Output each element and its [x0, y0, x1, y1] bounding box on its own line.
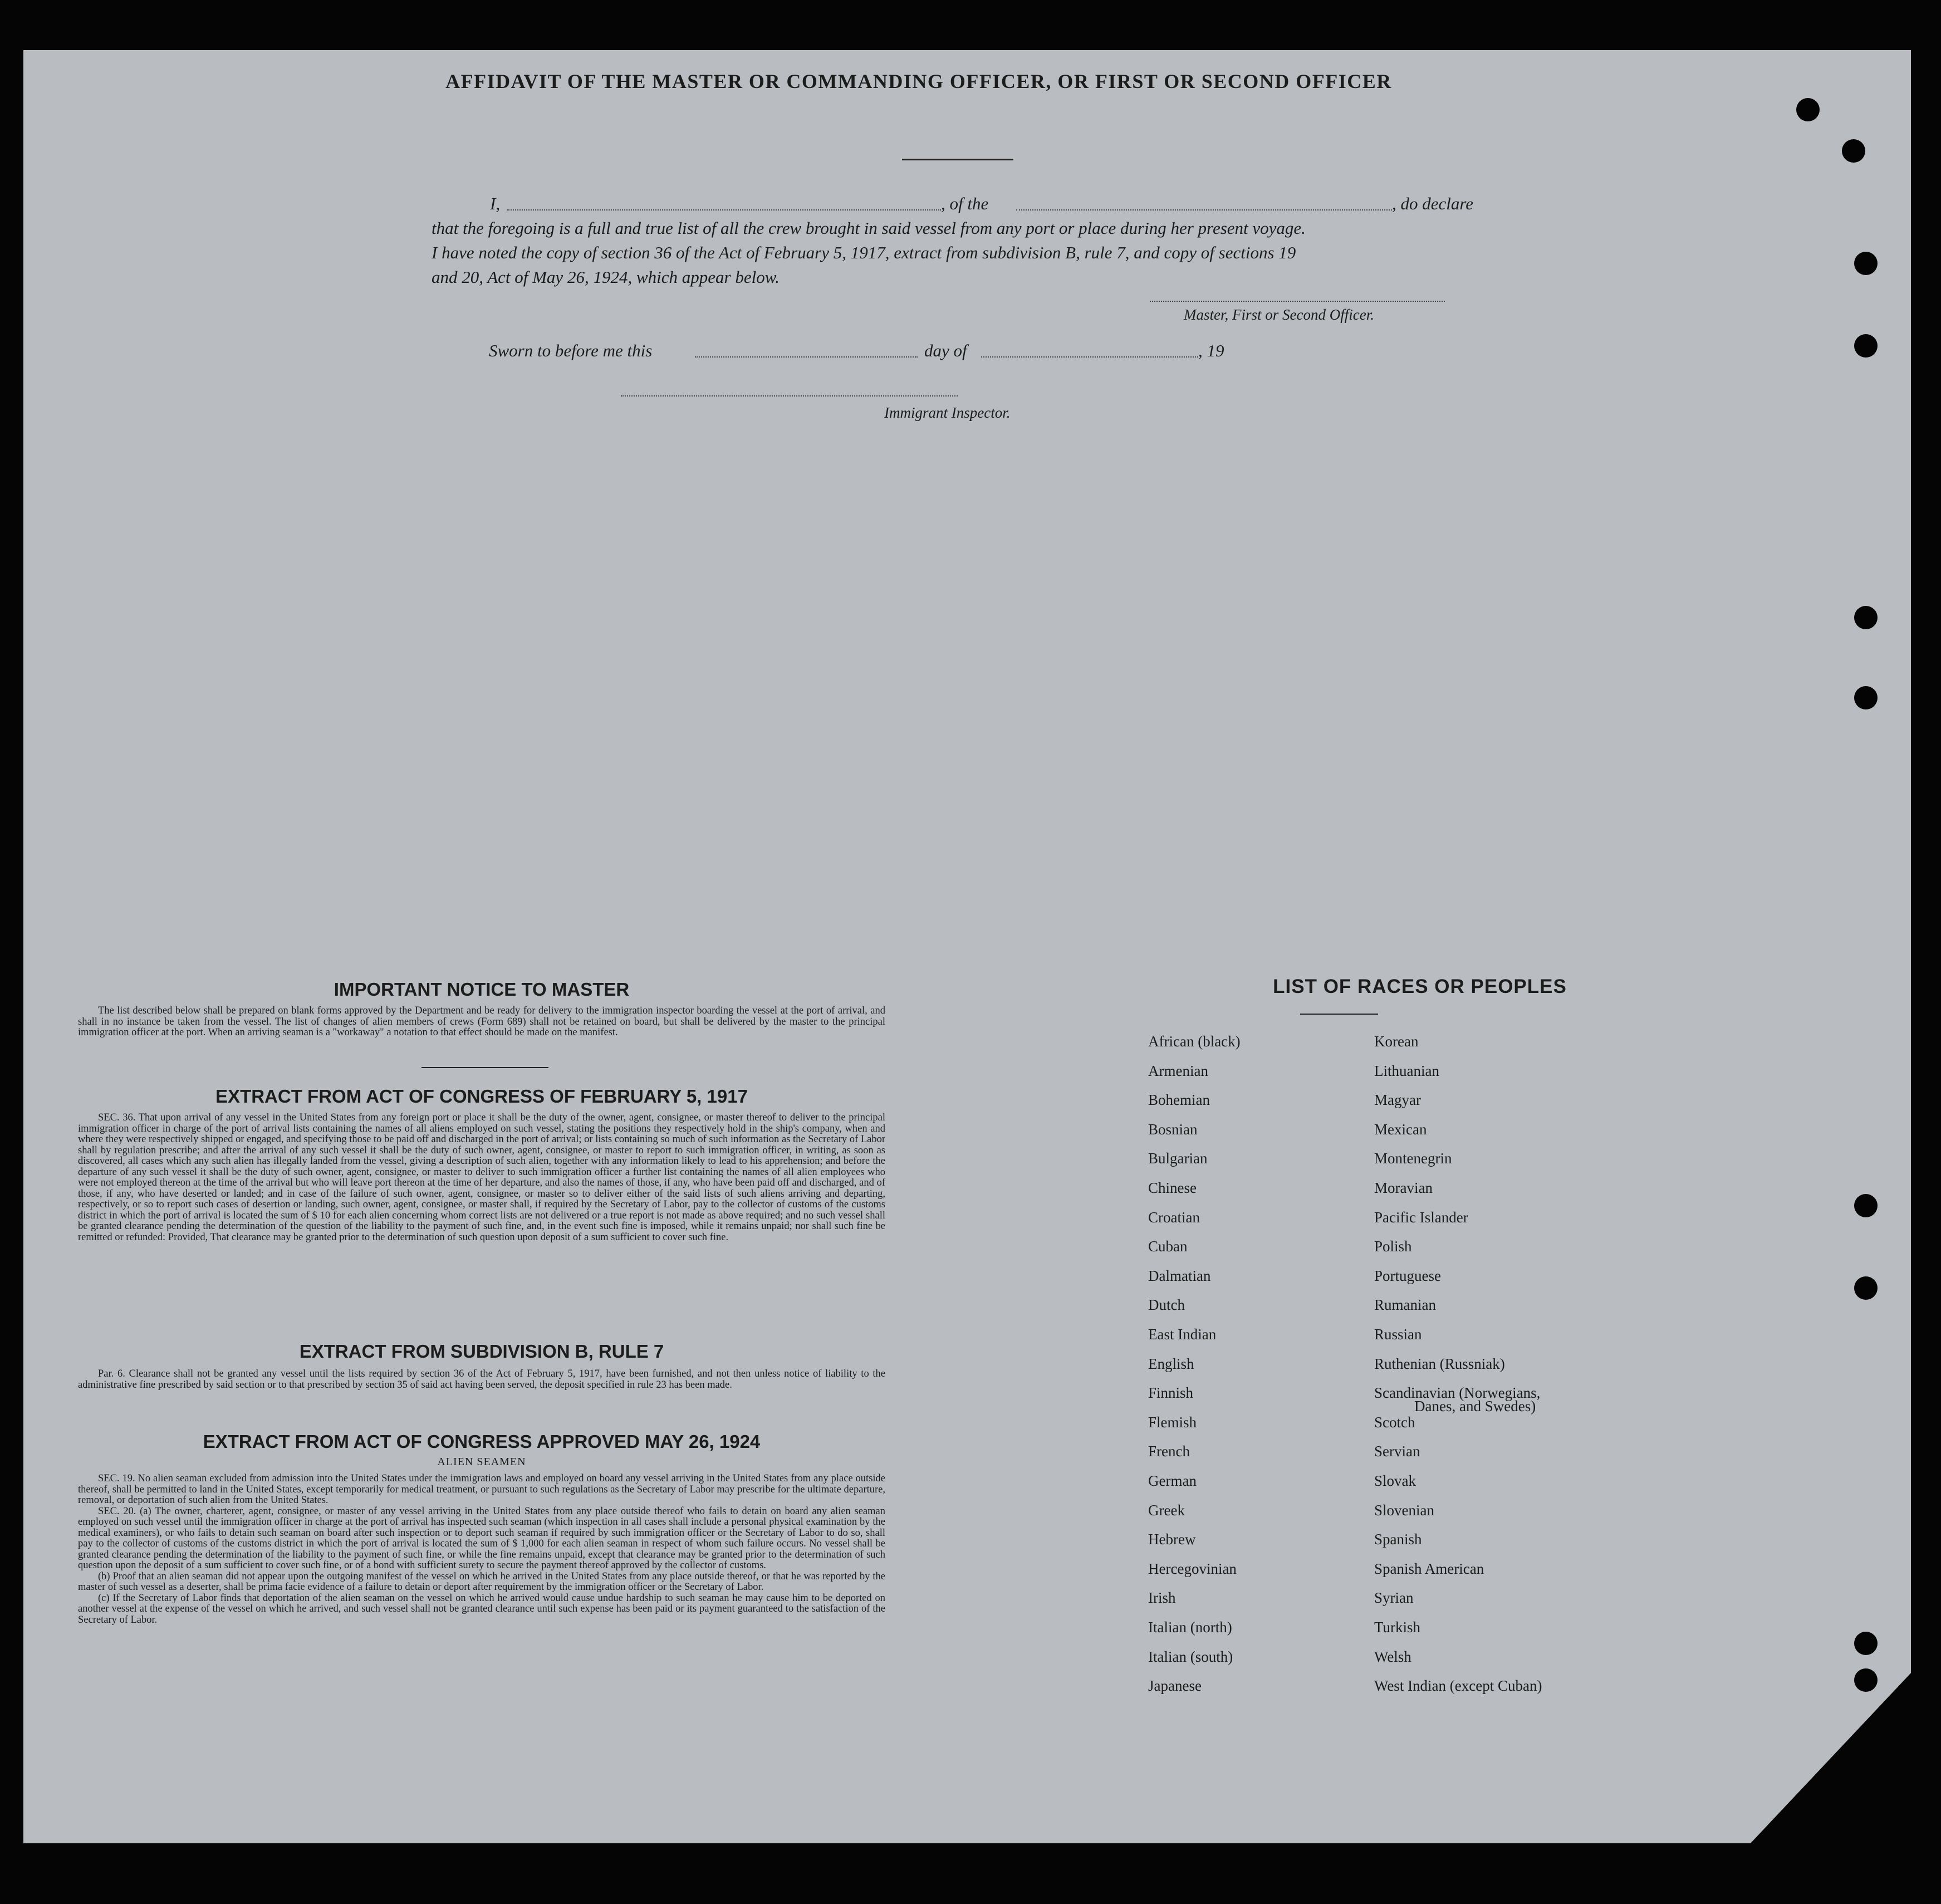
- race-item: Japanese: [1148, 1677, 1202, 1695]
- race-item: Moravian: [1374, 1179, 1433, 1196]
- race-item: Spanish American: [1374, 1560, 1484, 1577]
- race-item: Lithuanian: [1374, 1062, 1439, 1079]
- race-item: Welsh: [1374, 1648, 1411, 1665]
- races-underline: [1300, 1014, 1378, 1015]
- year-label: , 19: [1198, 341, 1224, 360]
- binder-hole: [1854, 334, 1878, 358]
- race-item: Chinese: [1148, 1179, 1197, 1196]
- race-item: East Indian: [1148, 1326, 1217, 1343]
- race-item: Korean: [1374, 1033, 1419, 1050]
- inspector-signature-field[interactable]: [621, 395, 958, 397]
- race-item: Dalmatian: [1148, 1267, 1211, 1284]
- affidavit-line-4: and 20, Act of May 26, 1924, which appear below.: [432, 267, 780, 287]
- race-item: Pacific Islander: [1374, 1208, 1468, 1226]
- notice-divider: [421, 1067, 548, 1068]
- section-20b-text: (b) Proof that an alien seaman did not appear upon the outgoing manifest of the vessel on which he arrived in the United States from any place outside thereof, or that he was reported by the master of such vessel as a deserter, shall be prima facie evidence of a failure to detain or deport after requirement by the immigration officer or the Secretary of Labor.: [78, 1570, 885, 1593]
- binder-hole: [1854, 252, 1878, 275]
- binder-hole: [1854, 1194, 1878, 1217]
- extract-1924-heading: EXTRACT FROM ACT OF CONGRESS APPROVED MAY 26, 1924: [203, 1431, 761, 1452]
- master-caption: Master, First or Second Officer.: [1184, 306, 1374, 323]
- race-item: African (black): [1148, 1033, 1241, 1050]
- rule-7-heading: EXTRACT FROM SUBDIVISION B, RULE 7: [299, 1341, 664, 1362]
- sworn-month-field[interactable]: [981, 356, 1198, 358]
- do-declare-label: , do declare: [1392, 194, 1474, 213]
- race-item: Flemish: [1148, 1413, 1197, 1431]
- race-item: Bulgarian: [1148, 1150, 1208, 1167]
- day-of-label: day of: [924, 341, 967, 360]
- race-item: Croatian: [1148, 1208, 1200, 1226]
- race-item: Polish: [1374, 1238, 1412, 1255]
- race-item: Slovenian: [1374, 1501, 1434, 1519]
- race-item: Scotch: [1374, 1413, 1415, 1431]
- race-item: Greek: [1148, 1501, 1185, 1519]
- extract-1924-body: [78, 1474, 885, 1626]
- binder-hole: [1854, 1276, 1878, 1300]
- race-item: Hebrew: [1148, 1531, 1196, 1548]
- binder-hole: [1842, 139, 1865, 163]
- race-item: English: [1148, 1355, 1194, 1372]
- binder-hole: [1854, 1668, 1878, 1692]
- notice-paragraph: The list described below shall be prepared on blank forms approved by the Department and be ready for delivery to the immigration inspector boarding the vessel at the port of arrival, and shall in no instance be taken from the vessel. The list of changes of alien members of crews (Form 689) shall not be retained on board, but shall be delivered by the master to the principal immigration officer at the port. When an arriving seaman is a "workaway" a notation to that effect should be made on the manifest.: [78, 1005, 885, 1038]
- race-item: Ruthenian (Russniak): [1374, 1355, 1505, 1372]
- section-36-text: SEC. 36. That upon arrival of any vessel in the United States from any foreign port or place it shall be the duty of the owner, agent, consignee, or master thereof to deliver to the principal immigration officer in charge of the port of arrival lists containing the names of all aliens employed on such vessel, stating the positions they respectively hold in the ship's company, when and where they were respectively shipped or engaged, and specifying those to be paid off and discharged in the port of arrival; or lists containing so much of such information as the Secretary of Labor shall by regulation prescribe; and after the arrival of any such vessel it shall be the duty of such owner, agent, consignee, or master to report to such immigration officer, in writing, as soon as discovered, all cases which any such alien has illegally landed from the vessel, giving a description of such alien, together with any information likely to lead to his apprehension; and before the departure of any such vessel it shall be the duty of such owner, agent, consignee, or master to deliver to such immigration officer a further list containing the names of all alien employees who were not employed thereon at the time of the arrival but who will leave port thereon at the time of her departure, and also the names of those, if any, who have been paid off and discharged, and of those, if any, who have deserted or landed; and in case of the failure of such owner, agent, consignee, or master so to deliver either of the said lists of such aliens arriving and departing, respectively, or so to report such cases of desertion or landing, such owner, agent, consignee, or master shall, if required by the Secretary of Labor, pay to the collector of customs of the customs district in which the port of arrival is located the sum of $ 10 for each alien concerning whom correct lists are not delivered or a true report is not made as above required; and no such vessel shall be granted clearance pending the determination of the question of the liability to the payment of such fine, and, in the event such fine is imposed, while it remains unpaid; nor shall such fine be remitted or refunded: Provided, That clearance may be granted prior to the determination of such question upon deposit of a sum sufficient to cover such fine.: [78, 1112, 885, 1243]
- race-item: Finnish: [1148, 1384, 1194, 1402]
- affidavit-line-2: that the foregoing is a full and true list of all the crew brought in said vessel from any port or place during her present voyage.: [432, 218, 1306, 238]
- race-item: Magyar: [1374, 1092, 1421, 1109]
- inspector-caption: Immigrant Inspector.: [884, 404, 1011, 421]
- declarant-label: I,: [490, 194, 501, 213]
- race-item: Scandinavian (Norwegians,: [1374, 1384, 1541, 1402]
- binder-hole: [1796, 98, 1820, 121]
- notice-heading: IMPORTANT NOTICE TO MASTER: [334, 979, 630, 1000]
- section-20c-text: (c) If the Secretary of Labor finds that deportation of the alien seaman on the vessel on which he arrived would cause undue hardship to such seaman he may cause him to be deported on another vessel at the expense of the vessel on which he arrived, and such vessel shall not be granted clearance until such expense has been paid or its payment guaranteed to the satisfaction of the Secretary of Labor.: [78, 1592, 885, 1626]
- race-item: Syrian: [1374, 1589, 1414, 1607]
- race-item: Cuban: [1148, 1238, 1188, 1255]
- affidavit-line-3: I have noted the copy of section 36 of the Act of February 5, 1917, extract from subdivision B, rule 7, and copy of sections 19: [432, 243, 1296, 262]
- race-item: Bohemian: [1148, 1092, 1210, 1109]
- race-item: Armenian: [1148, 1062, 1208, 1079]
- race-item: Dutch: [1148, 1296, 1185, 1314]
- section-19-text: SEC. 19. No alien seaman excluded from admission into the United States under the immigration laws and employed on board any vessel arriving in the United States from any place outside thereof, shall be permitted to land in the United States, except temporarily for medical treatment, or pursuant to such regulations as the Secretary of Labor may prescribe for the ultimate departure, removal, or deportation of such alien from the United States.: [78, 1473, 885, 1506]
- declarant-name-field[interactable]: [507, 209, 941, 211]
- races-heading: LIST OF RACES OR PEOPLES: [1273, 976, 1567, 997]
- race-item: Servian: [1374, 1443, 1420, 1460]
- race-item: Russian: [1374, 1326, 1422, 1343]
- extract-1917-body: [78, 1113, 885, 1243]
- binder-hole: [1854, 686, 1878, 709]
- race-item: Bosnian: [1148, 1120, 1198, 1138]
- of-the-label: , of the: [941, 194, 989, 213]
- race-item: Italian (south): [1148, 1648, 1233, 1665]
- race-item: Turkish: [1374, 1619, 1421, 1636]
- race-item: Italian (north): [1148, 1619, 1232, 1636]
- race-item: Mexican: [1374, 1120, 1427, 1138]
- race-item: West Indian (except Cuban): [1374, 1677, 1542, 1695]
- binder-hole: [1854, 606, 1878, 629]
- race-item: Irish: [1148, 1589, 1176, 1607]
- sworn-label: Sworn to before me this: [489, 341, 653, 360]
- vessel-name-field[interactable]: [1016, 209, 1392, 211]
- race-item: French: [1148, 1443, 1190, 1460]
- notice-body: [78, 1006, 885, 1039]
- sworn-day-field[interactable]: [695, 356, 918, 358]
- extract-1917-heading: EXTRACT FROM ACT OF CONGRESS OF FEBRUARY 5, 1917: [215, 1086, 748, 1107]
- affidavit-title: AFFIDAVIT OF THE MASTER OR COMMANDING OFFICER, OR FIRST OR SECOND OFFICER: [445, 70, 1392, 92]
- race-item: Slovak: [1374, 1472, 1416, 1489]
- section-20a-text: SEC. 20. (a) The owner, charterer, agent, consignee, or master of any vessel arriving in the United States from any place outside thereof who fails to detain on board any alien seaman employed on such vessel until the immigration officer in charge at the port of arrival has inspected such seaman (which inspection in all cases shall include a personal physical examination by the medical examiners), or who fails to detain such seaman on board after such inspection or to deport such seaman if required by such immigration officer or the Secretary of Labor to do so, shall pay to the collector of customs of the customs district in which the port of arrival is located the sum of $ 1,000 for each alien seaman in respect of whom such failure occurs. No vessel shall be granted clearance pending the determination of the liability to the payment of such fine, or while the fine remains unpaid, except that clearance may be granted prior to the determination of such question upon the deposit of a sum sufficient to cover such fine, or of a bond with sufficient surety to secure the payment thereof approved by the collector of customs.: [78, 1505, 885, 1571]
- race-item: Spanish: [1374, 1531, 1422, 1548]
- rule-7-body: [78, 1369, 885, 1391]
- race-item: Portuguese: [1374, 1267, 1441, 1284]
- race-item: Hercegovinian: [1148, 1560, 1237, 1577]
- binder-hole: [1854, 1632, 1878, 1655]
- race-item: Rumanian: [1374, 1296, 1436, 1314]
- race-item: Montenegrin: [1374, 1150, 1452, 1167]
- par-6-text: Par. 6. Clearance shall not be granted any vessel until the lists required by section 36 of the Act of February 5, 1917, have been furnished, and not then unless notice of liability to the administrative fine prescribed by said section or to that prescribed by section 35 of said act having been served, the deposit specified in rule 23 has been made.: [78, 1368, 885, 1391]
- master-signature-field[interactable]: [1150, 301, 1445, 302]
- alien-seamen-subheading: ALIEN SEAMEN: [437, 1456, 526, 1468]
- title-underline: [902, 159, 1013, 160]
- race-item: German: [1148, 1472, 1197, 1489]
- race-item: Danes, and Swedes): [1414, 1398, 1536, 1415]
